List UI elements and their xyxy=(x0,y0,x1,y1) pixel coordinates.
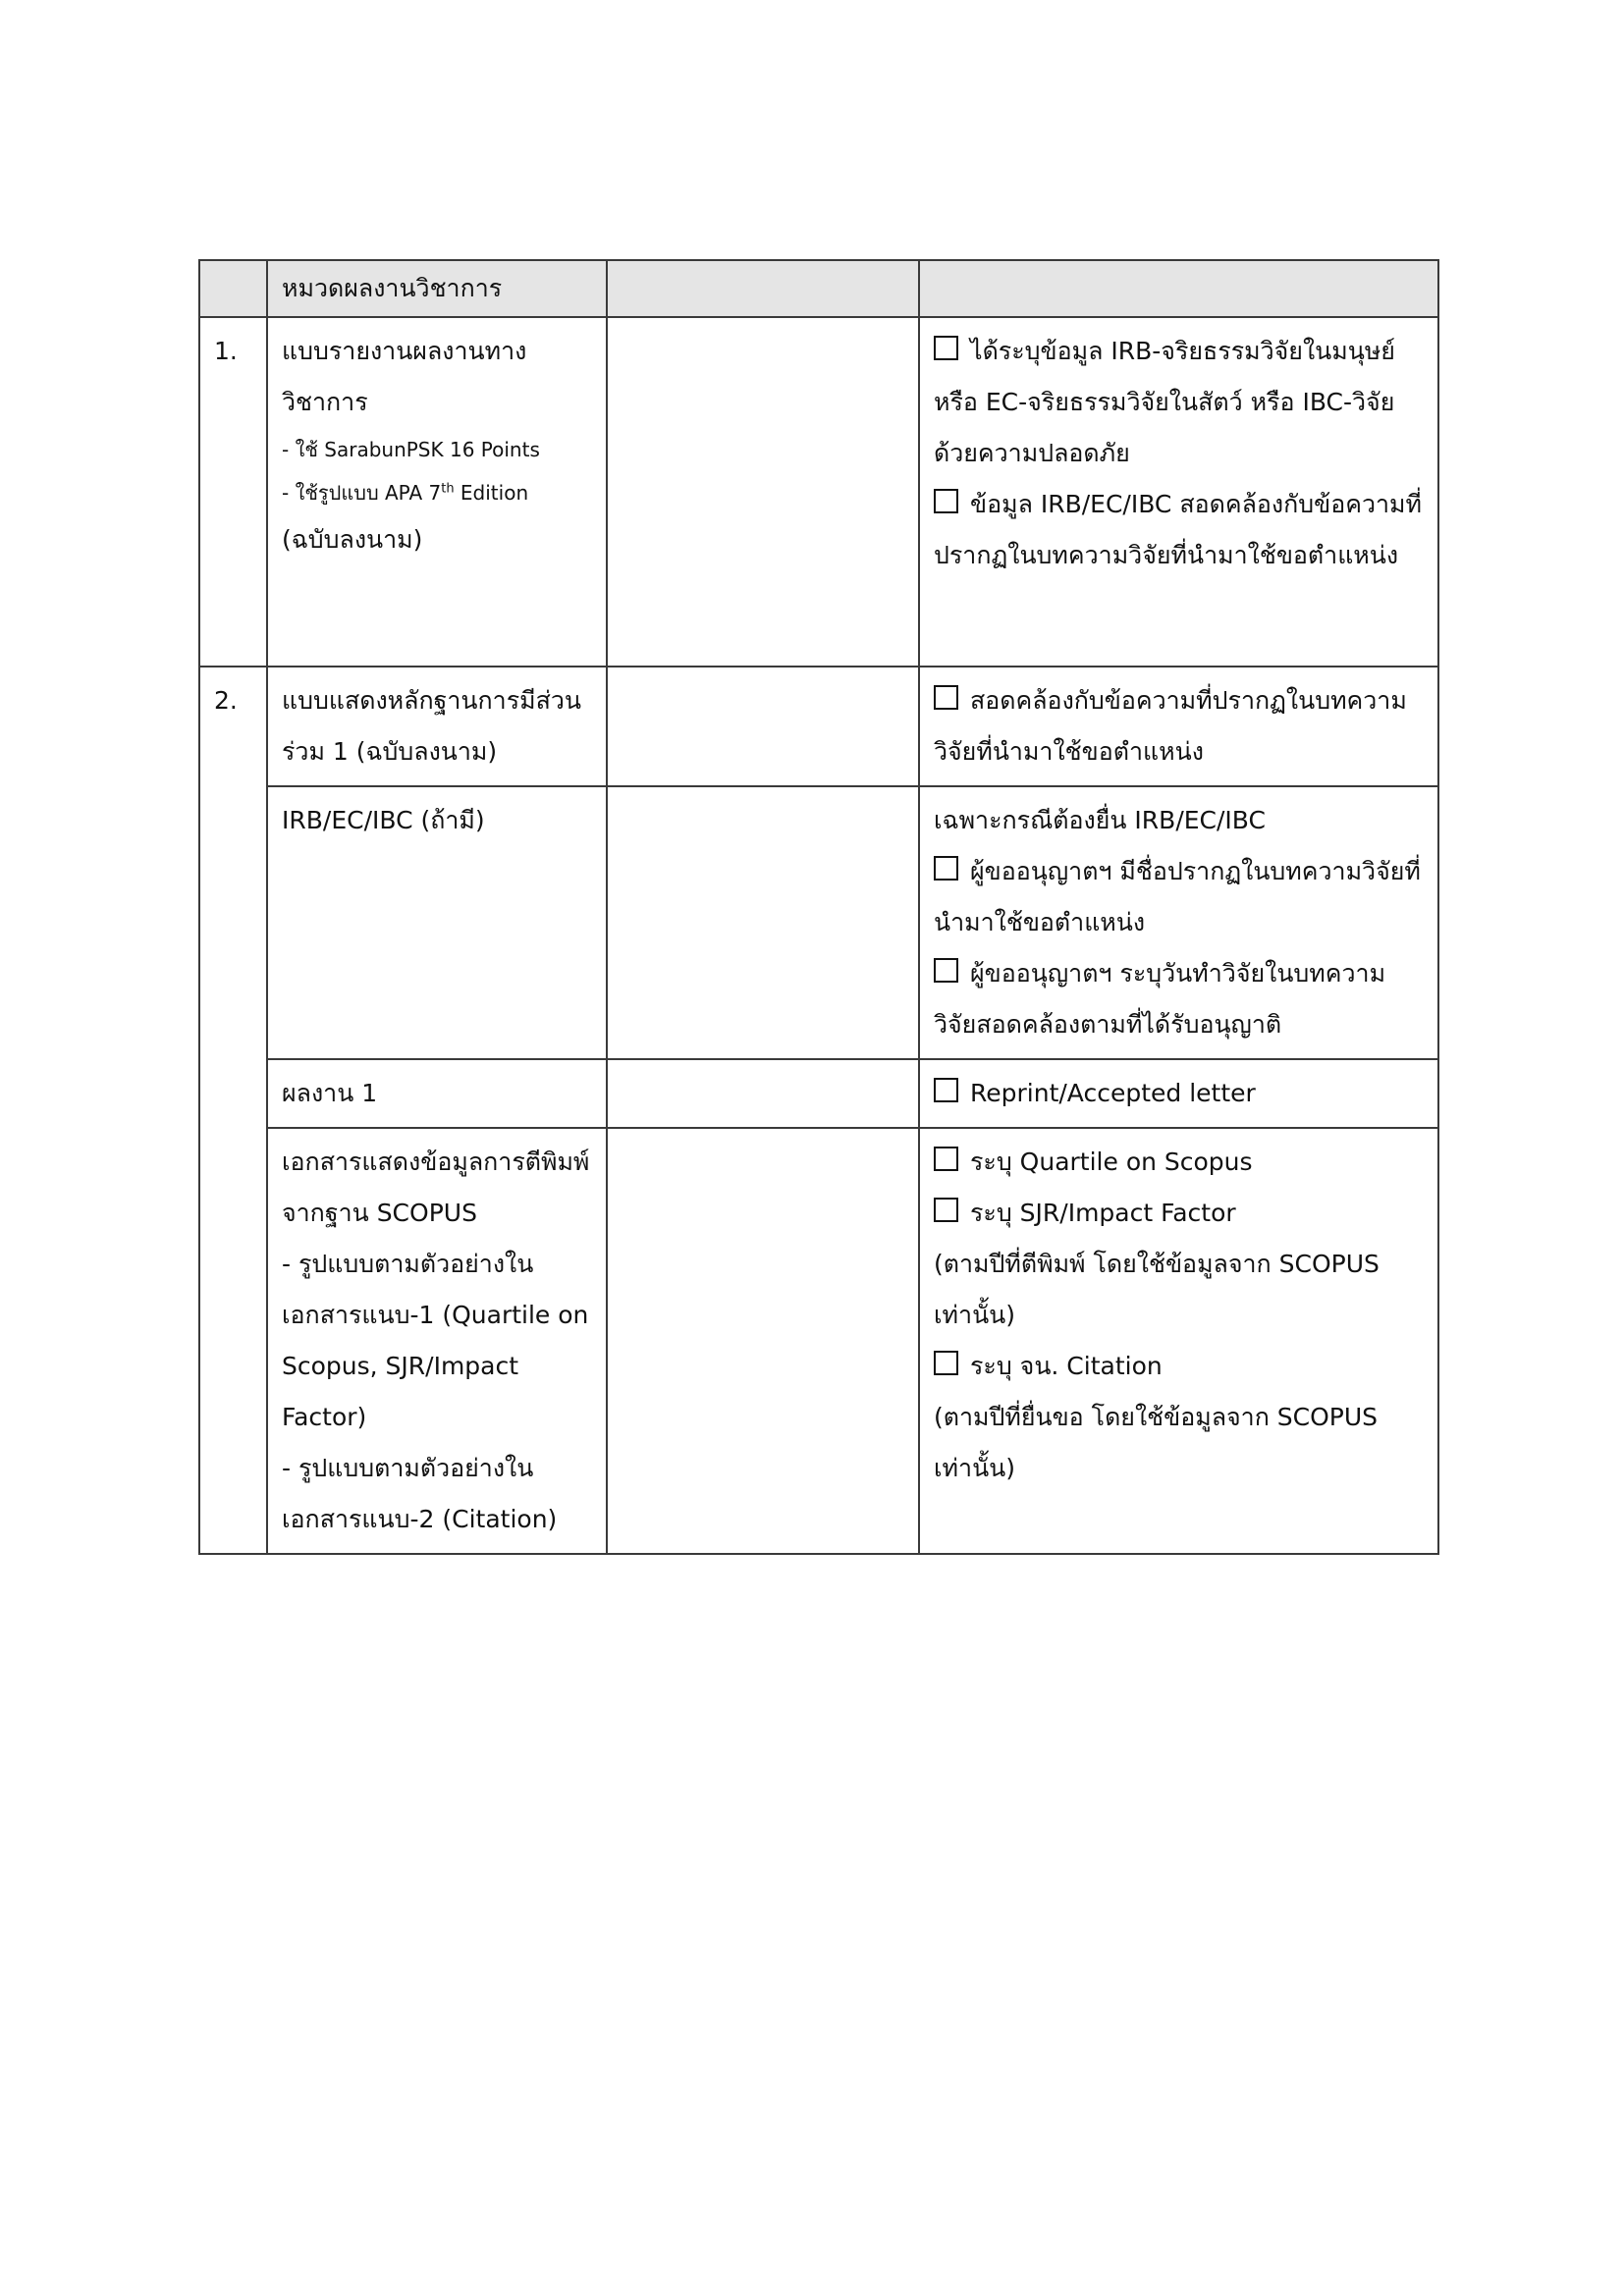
checkbox[interactable] xyxy=(934,1078,958,1102)
check-note: (ตามปีที่ตีพิมพ์ โดยใช้ข้อมูลจาก SCOPUS เท่านั้น) xyxy=(934,1250,1380,1329)
checklist-item: ระบุ Quartile on Scopus xyxy=(934,1137,1424,1188)
table-row xyxy=(199,786,1438,1059)
item-note: - ใช้รูปแบบ APA 7th Edition xyxy=(282,481,529,505)
check-cell xyxy=(919,667,1438,786)
item-text: วิชาการ xyxy=(282,388,368,416)
item-text: (ฉบับลงนาม) xyxy=(282,525,423,554)
checkbox[interactable] xyxy=(934,336,958,360)
item-cell xyxy=(267,1128,607,1554)
checklist-item: Reprint/Accepted letter xyxy=(934,1068,1424,1119)
check-cell xyxy=(919,786,1438,1059)
blank-cell xyxy=(607,667,919,786)
item-cell: แบบแสดงหลักฐานการมีส่วนร่วม 1 (ฉบับลงนาม) xyxy=(267,667,607,786)
row-number: 1. xyxy=(199,317,267,667)
checkbox[interactable] xyxy=(934,489,958,513)
blank-cell xyxy=(607,1059,919,1128)
table-row xyxy=(199,317,1438,667)
table-row xyxy=(199,1059,1438,1128)
item-text: แบบรายงานผลงานทาง xyxy=(282,337,527,365)
item-cell xyxy=(267,317,607,667)
check-cell xyxy=(919,1128,1438,1554)
item-text: - รูปแบบตามตัวอย่างในเอกสารแนบ-1 (Quartile on Scopus, SJR/Impact Factor) xyxy=(282,1250,589,1431)
checklist-item: ผู้ขออนุญาตฯ มีชื่อปรากฏในบทความวิจัยที่นำมาใช้ขอตำแหน่ง xyxy=(934,857,1421,936)
table-row xyxy=(199,1128,1438,1554)
header-number-cell xyxy=(199,260,267,317)
checklist-item: ระบุ SJR/Impact Factor xyxy=(934,1188,1424,1239)
item-note: - ใช้ SarabunPSK 16 Points xyxy=(282,438,540,461)
checklist-item: ข้อมูล IRB/EC/IBC สอดคล้องกับข้อความที่ปรากฏในบทความวิจัยที่นำมาใช้ขอตำแหน่ง xyxy=(934,490,1422,569)
item-cell: IRB/EC/IBC (ถ้ามี) xyxy=(267,786,607,1059)
checklist-item: ระบุ จน. Citation xyxy=(934,1341,1424,1392)
header-row xyxy=(199,260,1438,317)
checkbox[interactable] xyxy=(934,1198,958,1222)
row-number: 2. xyxy=(199,667,267,1554)
checkbox[interactable] xyxy=(934,958,958,983)
checkbox[interactable] xyxy=(934,856,958,881)
checklist-item: สอดคล้องกับข้อความที่ปรากฏในบทความวิจัยที่นำมาใช้ขอตำแหน่ง xyxy=(934,686,1407,766)
check-cell xyxy=(919,317,1438,667)
item-cell: ผลงาน 1 xyxy=(267,1059,607,1128)
blank-cell xyxy=(607,317,919,667)
checklist-item: ได้ระบุข้อมูล IRB-จริยธรรมวิจัยในมนุษย์ หรือ EC-จริยธรรมวิจัยในสัตว์ หรือ IBC-วิจัยด้วยความปลอดภัย xyxy=(934,337,1395,467)
blank-cell xyxy=(607,786,919,1059)
header-blank-cell xyxy=(607,260,919,317)
item-text: เอกสารแสดงข้อมูลการตีพิมพ์จากฐาน SCOPUS xyxy=(282,1148,590,1227)
checklist-item: ผู้ขออนุญาตฯ ระบุวันทำวิจัยในบทความวิจัยสอดคล้องตามที่ได้รับอนุญาติ xyxy=(934,959,1386,1039)
table-row xyxy=(199,667,1438,786)
check-note: (ตามปีที่ยื่นขอ โดยใช้ข้อมูลจาก SCOPUS เท่านั้น) xyxy=(934,1403,1379,1482)
item-text: - รูปแบบตามตัวอย่างในเอกสารแนบ-2 (Citation) xyxy=(282,1454,558,1533)
header-check-cell xyxy=(919,260,1438,317)
blank-cell xyxy=(607,1128,919,1554)
check-cell xyxy=(919,1059,1438,1128)
checkbox[interactable] xyxy=(934,1147,958,1171)
checkbox[interactable] xyxy=(934,1351,958,1375)
header-category-cell: หมวดผลงานวิชาการ xyxy=(267,260,607,317)
check-note: เฉพาะกรณีต้องยื่น IRB/EC/IBC xyxy=(934,806,1266,834)
checkbox[interactable] xyxy=(934,685,958,710)
checklist-table xyxy=(198,259,1439,1555)
